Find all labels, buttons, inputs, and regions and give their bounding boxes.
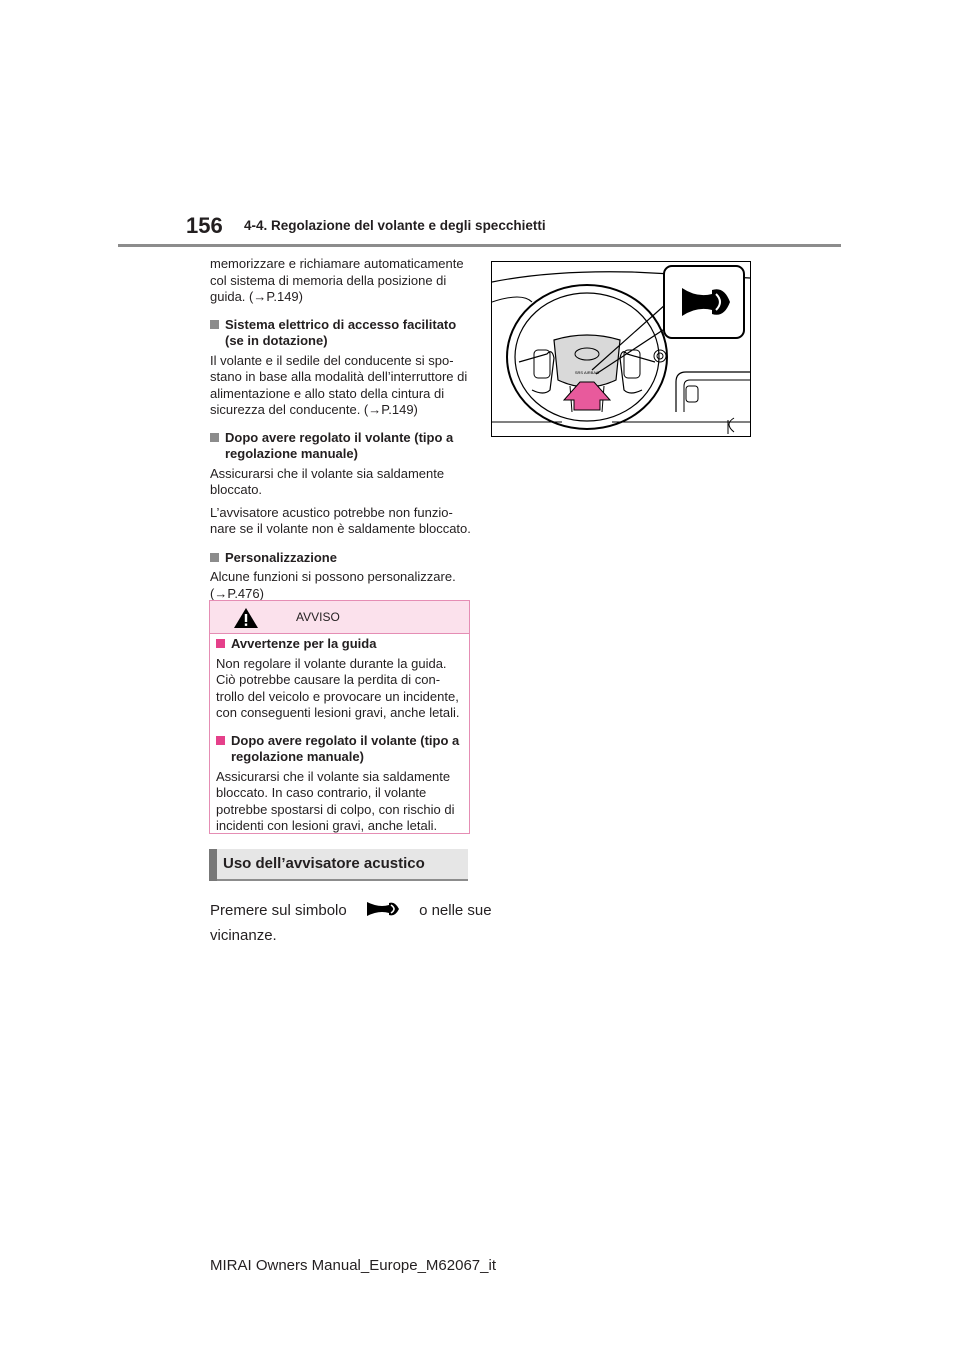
intro-paragraph: memorizzare e richiamare automaticamente col sistema di memoria della posizione di guida. (→P.149) xyxy=(210,256,464,304)
bullet-square-icon xyxy=(216,639,225,648)
page-number: 156 xyxy=(186,213,223,238)
steering-wheel-figure xyxy=(491,261,751,437)
section-title-bar xyxy=(209,849,217,881)
warning-label: AVVISO xyxy=(296,610,340,624)
warning-triangle-icon xyxy=(233,607,259,629)
warning-driving-text: Non regolare il volante durante la guida. Ciò potrebbe causare la perdita di con- trollo del veicolo e provocare un incidente, con conseguenti lesioni gravi, anche letali. xyxy=(216,655,460,720)
horn-instruction xyxy=(210,898,492,920)
personalization-text: Alcune funzioni si possono personalizzare. (→P.476) xyxy=(210,569,456,601)
running-header: 4-4. Regolazione del volante e degli specchietti xyxy=(244,218,546,233)
horn-instruction-line2: vicinanze. xyxy=(210,927,277,944)
steering-wheel-illustration xyxy=(492,262,750,436)
heading-after-adjust: Dopo avere regolato il volante (tipo a regolazione manuale) xyxy=(210,430,472,463)
left-column xyxy=(210,256,472,602)
warning-heading-driving: Avvertenze per la guida xyxy=(216,636,463,653)
warning-after-adjust-text: Assicurarsi che il volante sia saldamente bloccato. In caso contrario, il volante potrebbe spostarsi di colpo, con rischio di incidenti con lesioni gravi, anche letali. xyxy=(216,768,455,833)
warning-heading-after-adjust: Dopo avere regolato il volante (tipo a regolazione manuale) xyxy=(216,733,463,766)
section-title-horn xyxy=(209,849,468,881)
footer: MIRAI Owners Manual_Europe_M62067_it xyxy=(210,1257,496,1274)
horn-icon xyxy=(365,898,401,920)
airbag-label: SRS AIRBAG xyxy=(574,370,600,375)
heading-easy-access: Sistema elettrico di accesso facilitato (se in dotazione) xyxy=(210,317,472,350)
warning-box xyxy=(209,600,470,834)
bullet-square-icon xyxy=(210,553,219,562)
after-adjust-text-1: Assicurarsi che il volante sia saldamente bloccato. xyxy=(210,465,445,497)
horn-instruction-part1: Premere sul simbolo xyxy=(210,902,347,919)
after-adjust-text-2: L’avvisatore acustico potrebbe non funzio- nare se il volante non è saldamente bloccato. xyxy=(210,504,471,536)
bullet-square-icon xyxy=(210,320,219,329)
horn-instruction-part2: o nelle sue xyxy=(419,902,492,919)
easy-access-text: Il volante e il sedile del conducente si spo- stano in base alla modalità dell’interruttore di alimentazione e allo stato della cintura di sicurezza del conducente. (→P.149) xyxy=(210,352,468,417)
bullet-square-icon xyxy=(210,433,219,442)
bullet-square-icon xyxy=(216,736,225,745)
header-rule xyxy=(118,244,841,247)
warning-body xyxy=(210,636,469,835)
heading-personalization: Personalizzazione xyxy=(210,550,472,567)
warning-header xyxy=(210,601,469,634)
section-title-text: Uso dell’avvisatore acustico xyxy=(223,855,425,872)
